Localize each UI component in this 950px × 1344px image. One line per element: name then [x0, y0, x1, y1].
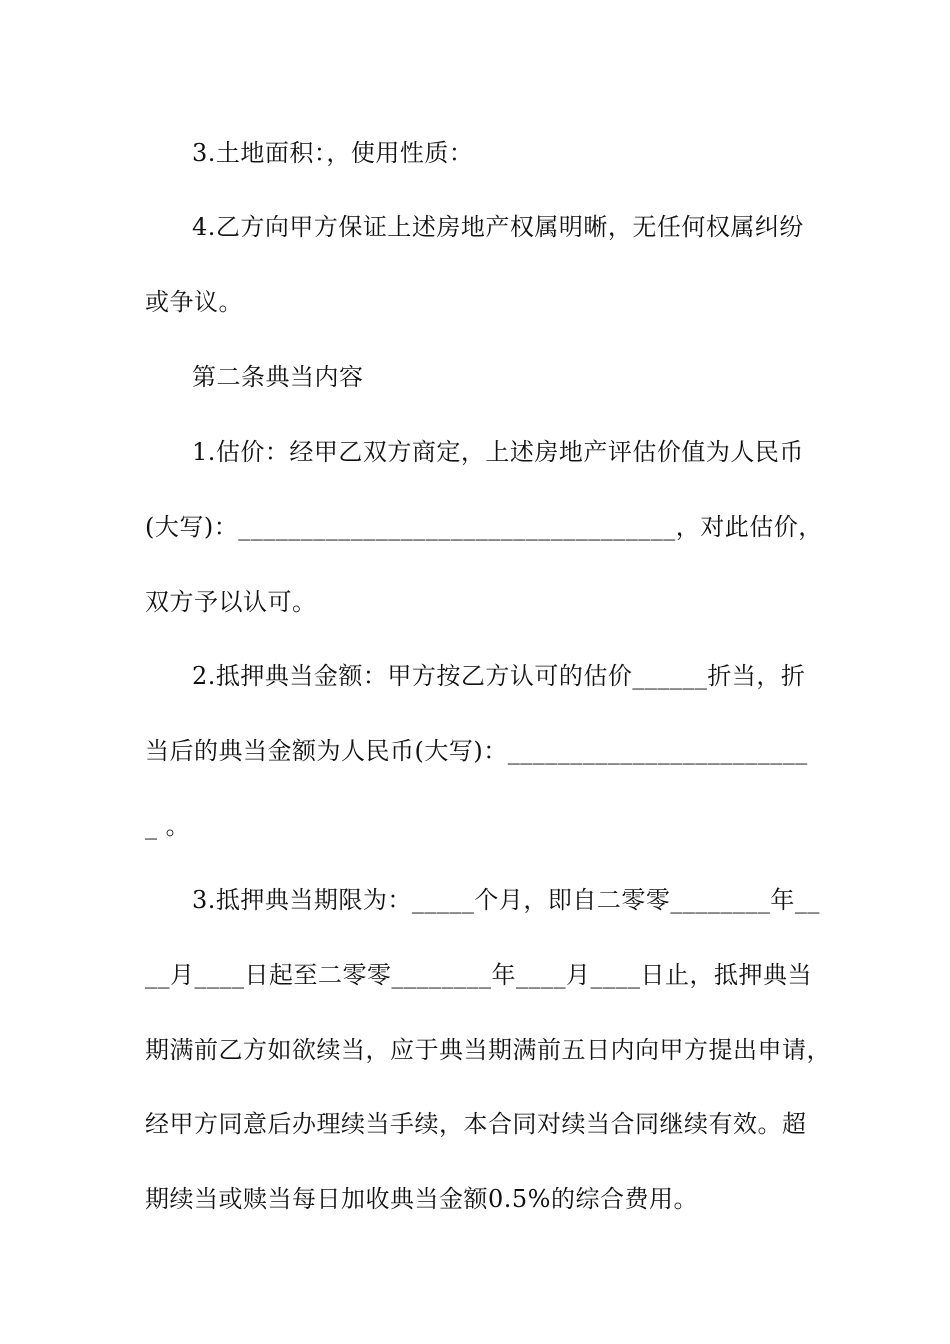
clause-pawn-term-cont-4: 期续当或赎当每日加收典当金额0.5%的综合费用。 — [145, 1185, 698, 1213]
clause-land-area: 3.土地面积：，使用性质： — [192, 139, 474, 167]
clause-ownership-guarantee-cont: 或争议。 — [145, 288, 243, 316]
clause-pawn-amount-cont-2: _ 。 — [145, 812, 191, 840]
clause-pawn-term-cont-2: 期满前乙方如欲续当，应于典当期满前五日内向甲方提出申请， — [145, 1036, 831, 1064]
clause-ownership-guarantee: 4.乙方向甲方保证上述房地产权属明晰，无任何权属纠纷 — [192, 213, 804, 241]
clause-valuation-cont-1: (大写)：___________________________________，对此估价， — [145, 513, 823, 541]
clause-pawn-amount-cont-1: 当后的典当金额为人民币(大写)：________________________ — [145, 737, 808, 765]
clause-pawn-term: 3.抵押典当期限为：_____个月，即自二零零________年__ — [192, 886, 820, 914]
clause-pawn-amount: 2.抵押典当金额：甲方按乙方认可的估价______折当，折 — [192, 662, 806, 690]
clause-pawn-term-cont-3: 经甲方同意后办理续当手续，本合同对续当合同继续有效。超 — [145, 1110, 807, 1138]
clause-pawn-term-cont-1: __月____日起至二零零________年____月____日止，抵押典当 — [145, 961, 812, 989]
clause-valuation: 1.估价：经甲乙双方商定，上述房地产评估价值为人民币 — [192, 438, 804, 466]
article-two-heading: 第二条典当内容 — [192, 363, 364, 391]
clause-valuation-cont-2: 双方予以认可。 — [145, 588, 317, 616]
